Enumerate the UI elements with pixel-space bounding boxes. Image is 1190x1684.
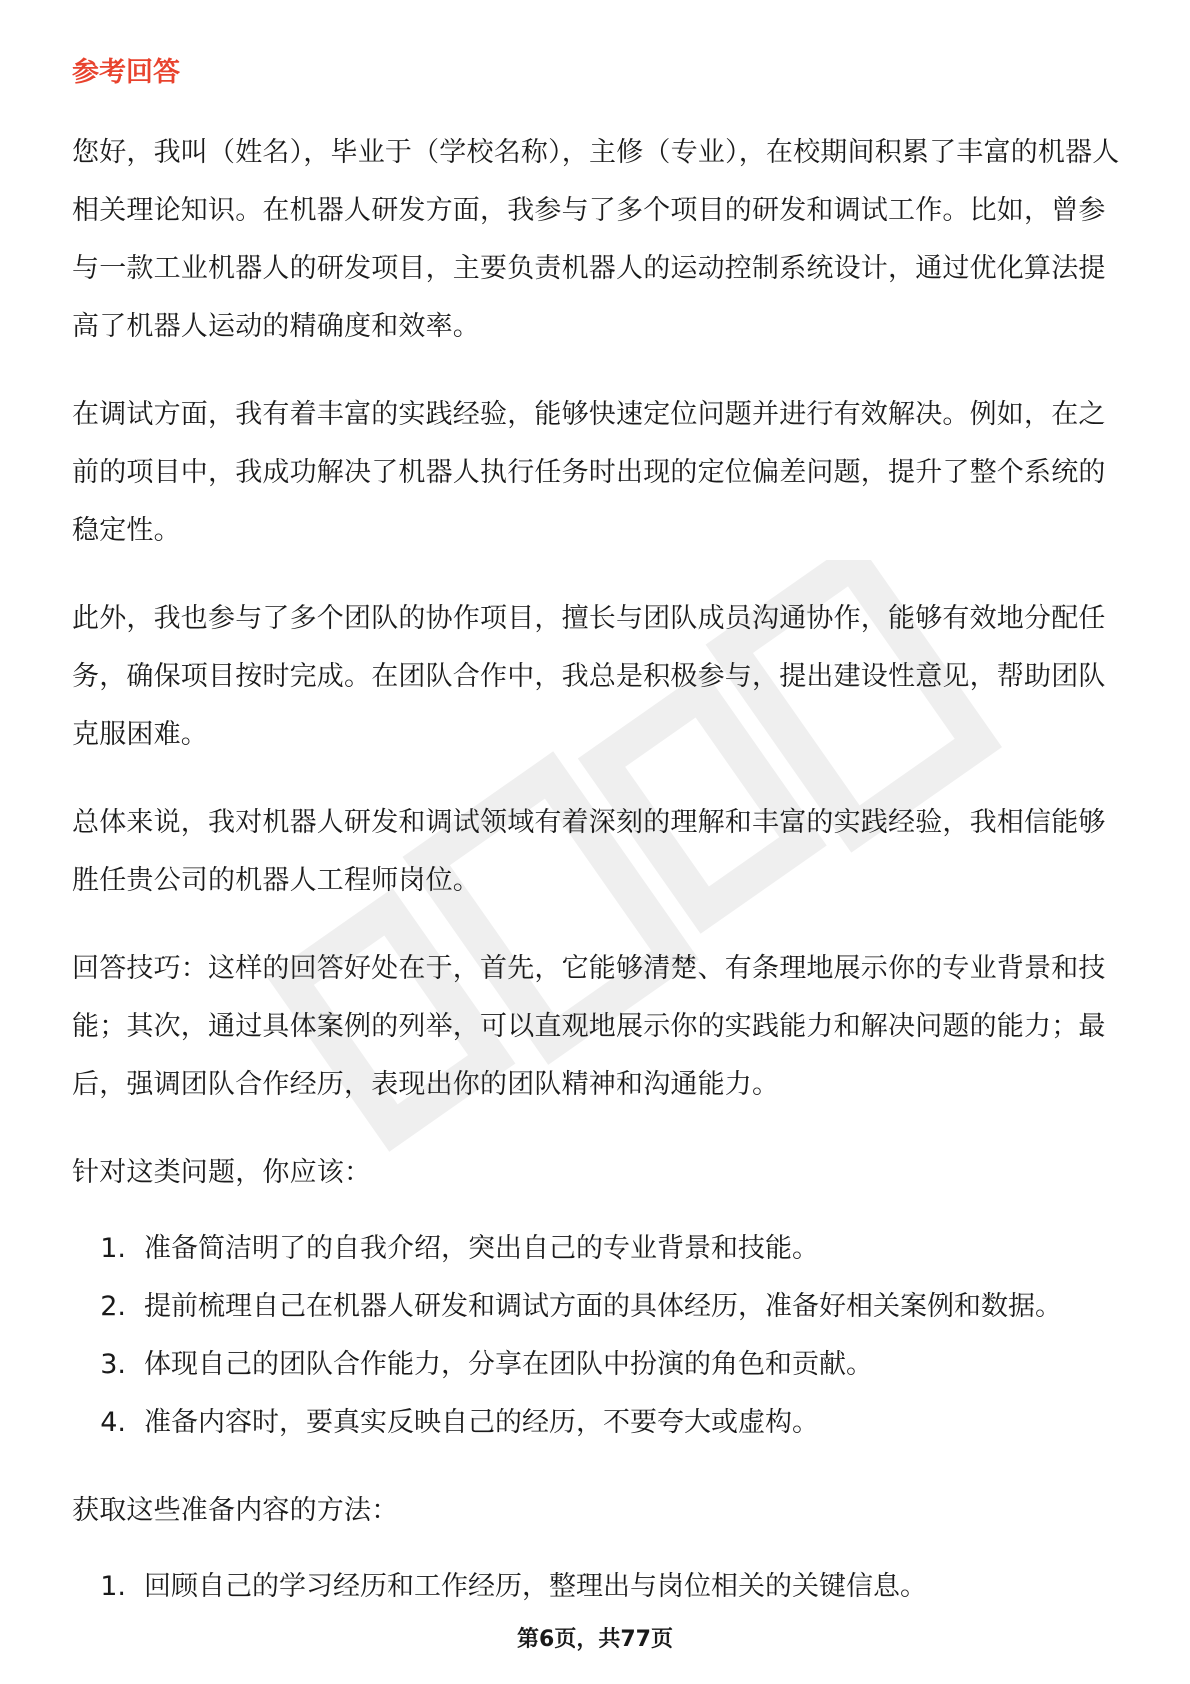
- advice-title: 针对这类问题，你应该：: [72, 1157, 372, 1188]
- list-item: [72, 1278, 1122, 1336]
- list-item: [72, 1336, 1122, 1394]
- list-item-text: 准备内容时，要真实反映自己的经历，不要夸大或虚构。: [144, 1407, 819, 1438]
- main-content: [72, 48, 1122, 1646]
- page-number-footer: 第6页，共77页: [517, 1627, 673, 1652]
- list-item-text: 提前梳理自己在机器人研发和调试方面的具体经历，准备好相关案例和数据。: [144, 1291, 1062, 1322]
- list-item-text: 回顾自己的学习经历和工作经历，整理出与岗位相关的关键信息。: [144, 1571, 927, 1602]
- section-heading: 参考回答: [72, 57, 180, 88]
- list-item-text: 体现自己的团队合作能力，分享在团队中扮演的角色和贡献。: [144, 1349, 873, 1380]
- advice-list: [72, 1220, 1122, 1452]
- list-item-number: 4.: [100, 1407, 126, 1438]
- list-item-number: 2.: [100, 1291, 126, 1322]
- answer-paragraph-2: 在调试方面，我有着丰富的实践经验，能够快速定位问题并进行有效解决。例如，在之前的项目中，我成功解决了机器人执行任务时出现的定位偏差问题，提升了整个系统的稳定性。: [72, 399, 1106, 546]
- method-list: [72, 1558, 1122, 1616]
- list-item-number: 3.: [100, 1349, 126, 1380]
- list-item-number: 1.: [100, 1571, 126, 1602]
- answer-tips-paragraph: 回答技巧：这样的回答好处在于，首先，它能够清楚、有条理地展示你的专业背景和技能；其次，通过具体案例的列举，可以直观地展示你的实践能力和解决问题的能力；最后，强调团队合作经历，表现出你的团队精神和沟通能力。: [72, 953, 1106, 1100]
- answer-paragraph-4: 总体来说，我对机器人研发和调试领域有着深刻的理解和丰富的实践经验，我相信能够胜任贵公司的机器人工程师岗位。: [72, 807, 1106, 896]
- method-title: 获取这些准备内容的方法：: [72, 1495, 399, 1526]
- list-item-number: 1.: [100, 1233, 126, 1264]
- list-item: [72, 1394, 1122, 1452]
- list-item: [72, 1220, 1122, 1278]
- answer-paragraph-1: 您好，我叫（姓名），毕业于（学校名称），主修（专业），在校期间积累了丰富的机器人相关理论知识。在机器人研发方面，我参与了多个项目的研发和调试工作。比如，曾参与一款工业机器人的研发项目，主要负责机器人的运动控制系统设计，通过优化算法提高了机器人运动的精确度和效率。: [72, 137, 1120, 342]
- list-item: [72, 1558, 1122, 1616]
- list-item-text: 准备简洁明了的自我介绍，突出自己的专业背景和技能。: [144, 1233, 819, 1264]
- answer-paragraph-3: 此外，我也参与了多个团队的协作项目，擅长与团队成员沟通协作，能够有效地分配任务，确保项目按时完成。在团队合作中，我总是积极参与，提出建设性意见，帮助团队克服困难。: [72, 603, 1106, 750]
